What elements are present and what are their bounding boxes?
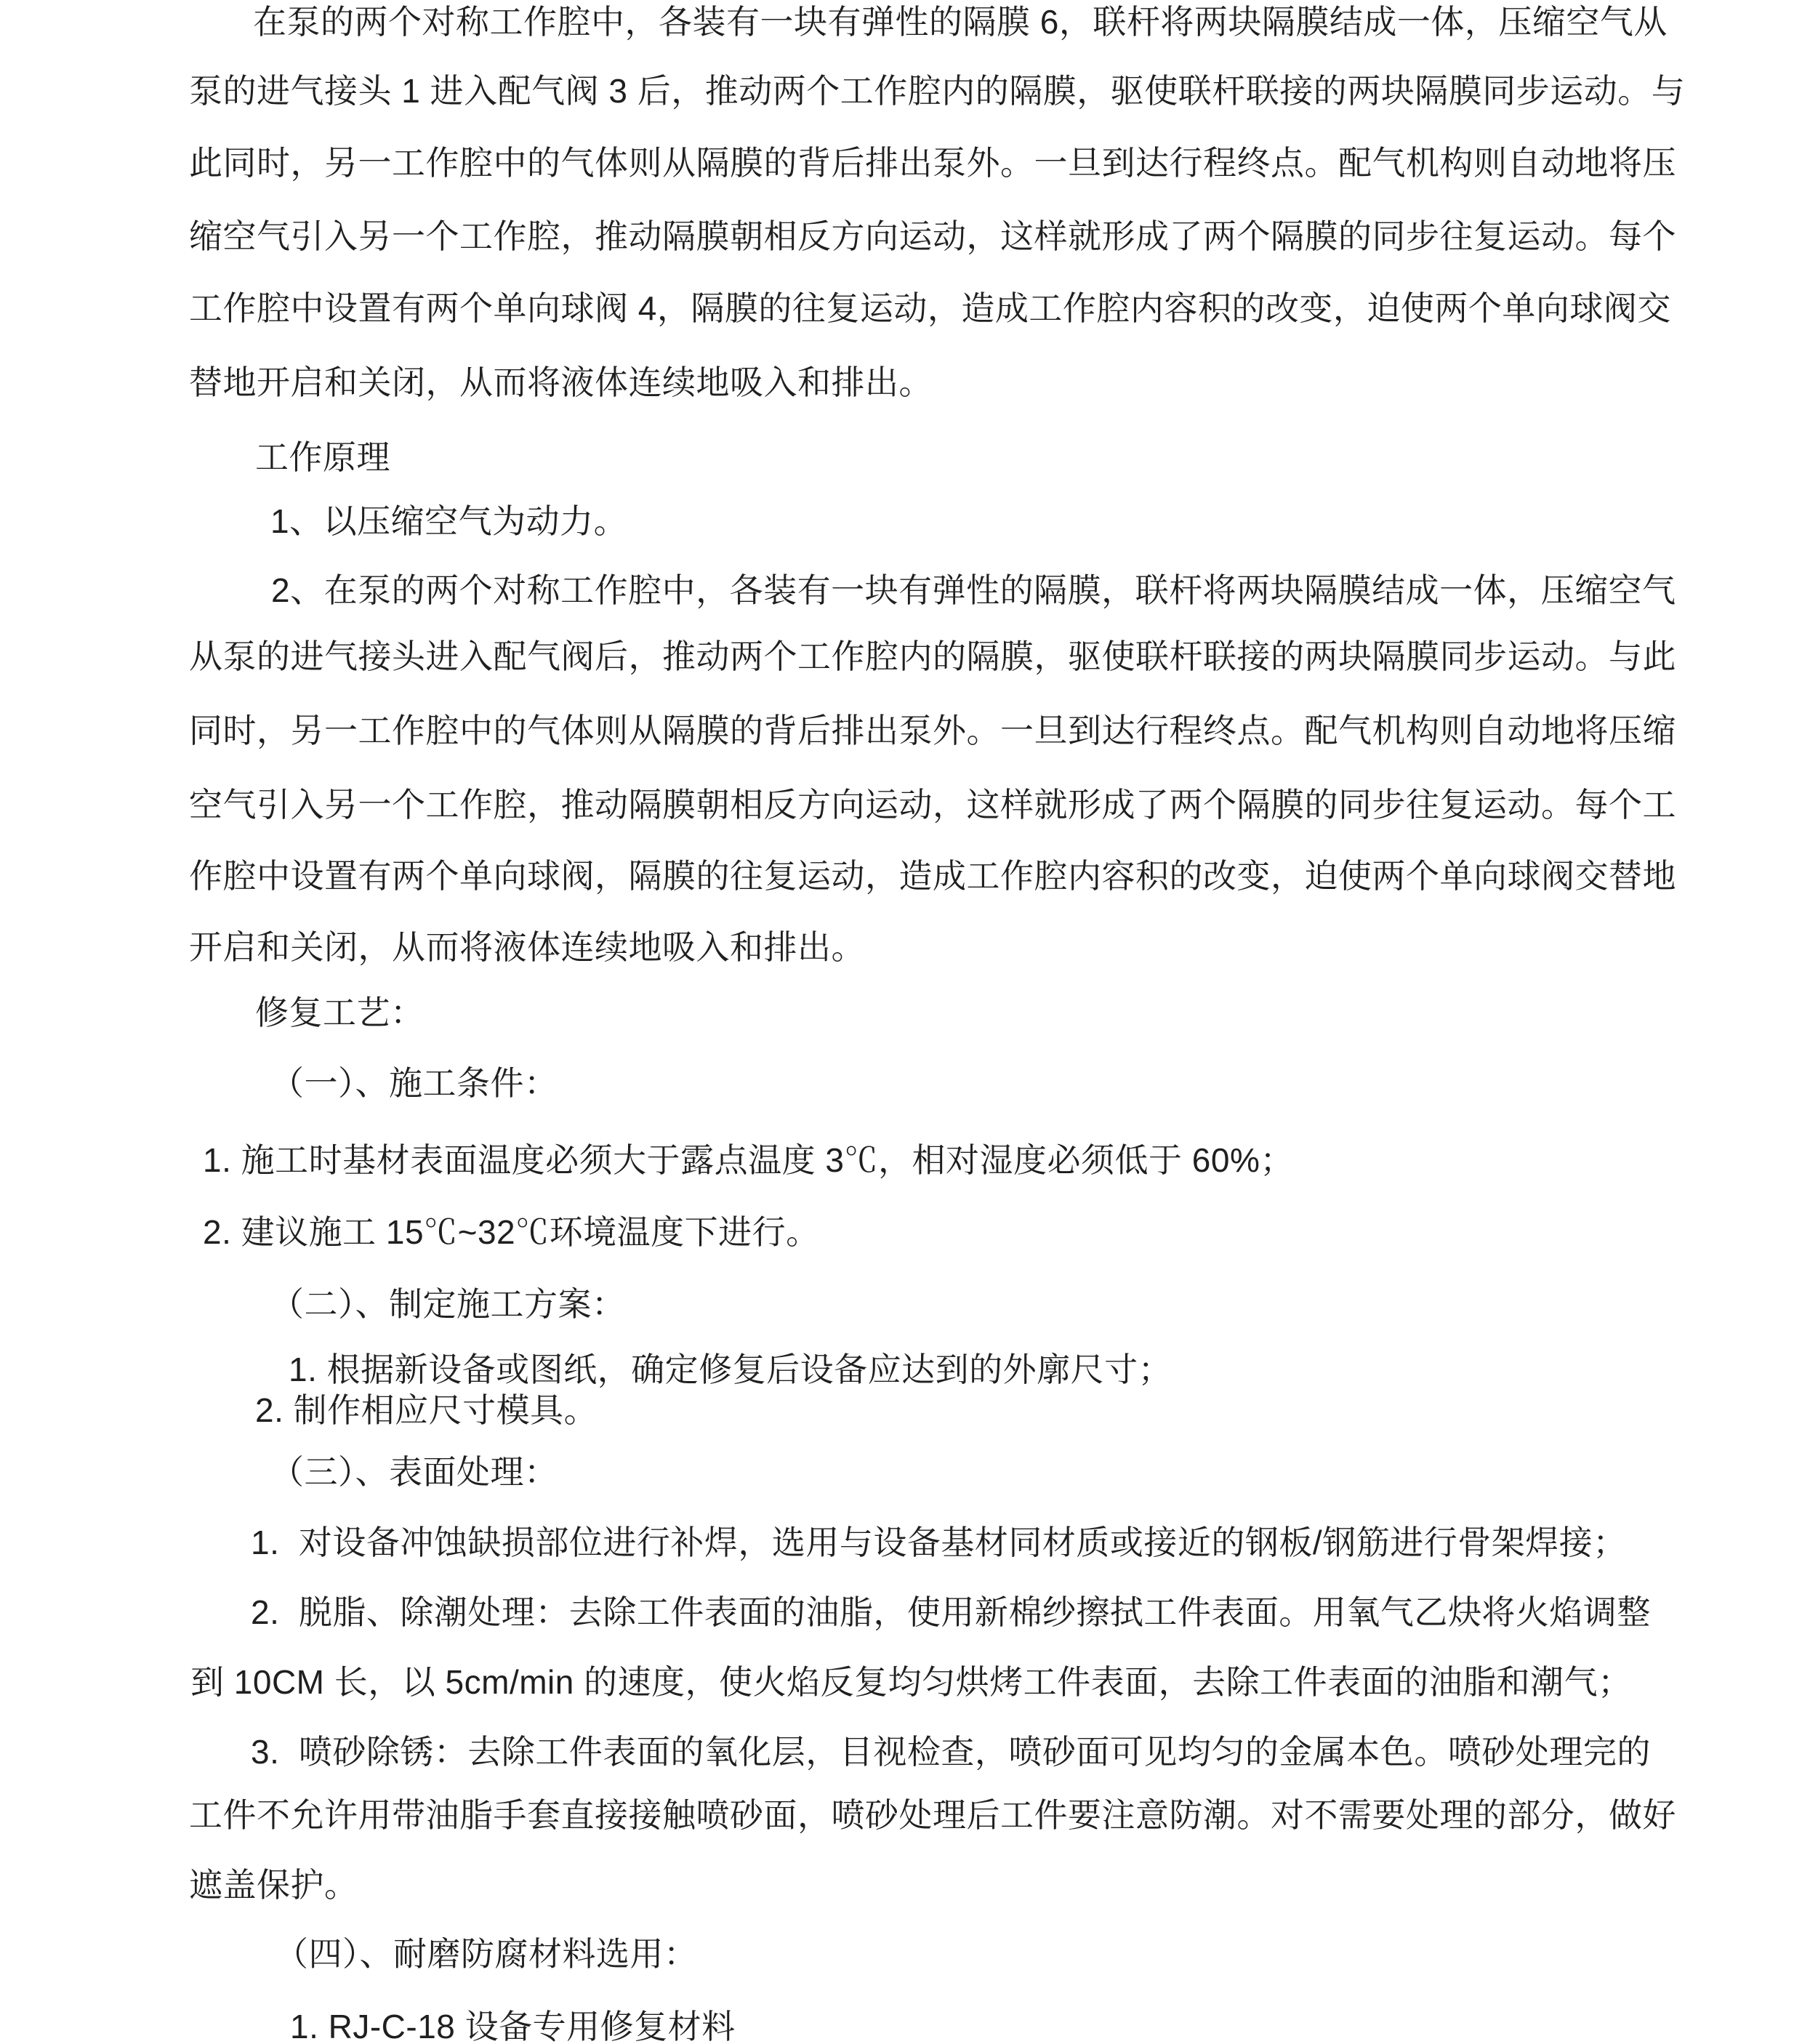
text-line: 在泵的两个对称工作腔中，各装有一块有弹性的隔膜 6，联杆将两块隔膜结成一体，压缩空气从	[253, 3, 1668, 41]
text-line: 遮盖保护。	[189, 1866, 358, 1904]
list-item: 1. RJ-C-18 设备专用修复材料	[290, 2008, 736, 2044]
list-item: 1. 根据新设备或图纸，确定修复后设备应达到的外廓尺寸；	[289, 1351, 1172, 1388]
list-item: 3. 喷砂除锈：去除工件表面的氧化层，目视检查，喷砂面可见均匀的金属本色。喷砂处理完的	[251, 1733, 1651, 1771]
list-item: 1. 施工时基材表面温度必须大于露点温度 3℃，相对湿度必须低于 60%；	[203, 1141, 1294, 1179]
text-line: 工件不允许用带油脂手套直接接触喷砂面，喷砂处理后工件要注意防潮。对不需要处理的部分，做好	[189, 1796, 1676, 1834]
text-line: 开启和关闭，从而将液体连续地吸入和排出。	[189, 928, 865, 966]
text-line: 工作腔中设置有两个单向球阀 4，隔膜的往复运动，造成工作腔内容积的改变，迫使两个单向球阀交	[189, 289, 1671, 327]
list-item: 2. 脱脂、除潮处理：去除工件表面的油脂，使用新棉纱擦拭工件表面。用氧气乙炔将火焰调整	[251, 1593, 1651, 1631]
list-item: 1、以压缩空气为动力。	[270, 502, 628, 540]
text-line: 缩空气引入另一个工作腔，推动隔膜朝相反方向运动，这样就形成了两个隔膜的同步往复运动。每个	[189, 217, 1676, 255]
subsection-heading: （三）、表面处理：	[270, 1453, 558, 1491]
list-item: 2. 制作相应尺寸模具。	[255, 1391, 598, 1429]
text-line: 泵的进气接头 1 进入配气阀 3 后，推动两个工作腔内的隔膜，驱使联杆联接的两块隔膜同步运动。与	[189, 72, 1686, 110]
text-line: 空气引入另一个工作腔，推动隔膜朝相反方向运动，这样就形成了两个隔膜的同步往复运动。每个工	[189, 786, 1676, 824]
section-heading: 工作原理	[255, 438, 390, 476]
list-item: 2、在泵的两个对称工作腔中，各装有一块有弹性的隔膜，联杆将两块隔膜结成一体，压缩空气	[271, 571, 1676, 609]
list-item: 1. 对设备冲蚀缺损部位进行补焊，选用与设备基材同材质或接近的钢板/钢筋进行骨架焊接；	[251, 1524, 1627, 1561]
text-line: 从泵的进气接头进入配气阀后，推动两个工作腔内的隔膜，驱使联杆联接的两块隔膜同步运动。与此	[189, 637, 1676, 675]
subsection-heading: （四）、耐磨防腐材料选用：	[275, 1935, 698, 1973]
section-heading: 修复工艺：	[255, 994, 425, 1031]
text-line: 同时，另一工作腔中的气体则从隔膜的背后排出泵外。一旦到达行程终点。配气机构则自动地将压缩	[189, 712, 1676, 749]
text-line: 替地开启和关闭，从而将液体连续地吸入和排出。	[189, 363, 933, 401]
text-line: 到 10CM 长，以 5cm/min 的速度，使火焰反复均匀烘烤工件表面，去除工件表面的油脂和潮气；	[190, 1663, 1632, 1701]
subsection-heading: （二）、制定施工方案：	[270, 1285, 626, 1323]
text-line: 作腔中设置有两个单向球阀，隔膜的往复运动，造成工作腔内容积的改变，迫使两个单向球阀交替地	[189, 857, 1676, 895]
list-item: 2. 建议施工 15℃~32℃环境温度下进行。	[203, 1213, 820, 1251]
subsection-heading: （一）、施工条件：	[270, 1064, 558, 1102]
text-line: 此同时，另一工作腔中的气体则从隔膜的背后排出泵外。一旦到达行程终点。配气机构则自动地将压	[189, 144, 1676, 182]
